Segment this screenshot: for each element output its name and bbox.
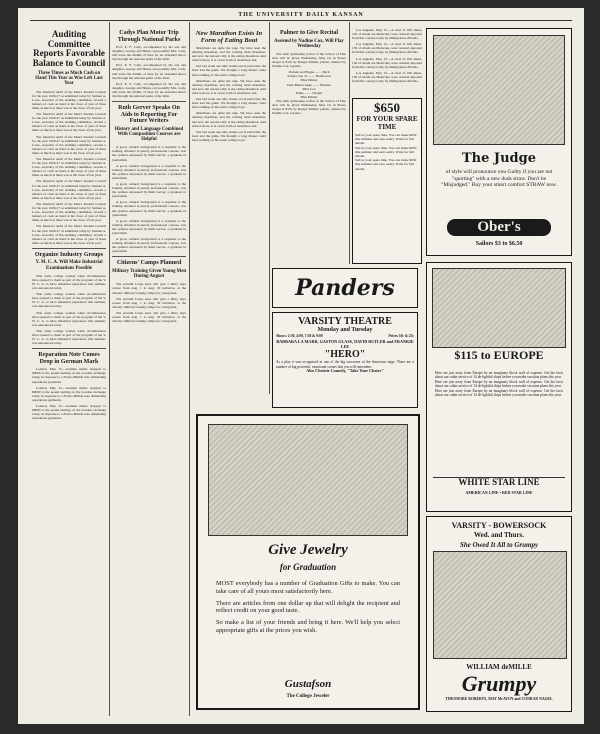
article-deport-body-2: Los Angeles, May 15.—A total of 166 aliens, 130 of whom are Mexicans, were ordered deported from this country today by immigration officials. <box>352 42 422 55</box>
headline-marathon: New Marathon Exists In Form of Eating Bout <box>195 30 263 44</box>
spare-body-3: Sell us your spare time. You can make $650 this summer and earn easily. Write for full details. <box>355 158 417 171</box>
article-audit-body-3: The financial audit of the Men's Student Council for the year 1926-27 as submitted today by Samuel A. Lowe, secretary of the auditing committee, reveals a balance of cash on hand at the close of year of three times as much as there was at the close of last year. <box>32 134 106 155</box>
article-deport-body: Los Angeles, May 15.—A total of 166 aliens, 130 of whom are Mexicans, were ordered deported from this country today by immigration officials. <box>352 28 422 41</box>
gustafson-logo: Gustafson <box>284 678 332 690</box>
article-camps-body: The seventh Corps Area will give a thirty days course from Aug. 1 to Aug. 30 inclusive, at the citizens' military training camps for young men. <box>112 282 186 295</box>
article-deport-body-3: Los Angeles, May 15.—A total of 166 aliens, 130 of whom are Mexicans, were ordered deported from this country today by immigration officials. <box>352 56 422 69</box>
masthead: THE UNIVERSITY DAILY KANSAN <box>238 12 364 18</box>
headline-cadys: Cadys Plan Motor Trip Through National Parks <box>117 30 181 43</box>
article-audit-body-7: The financial audit of the Men's Student Council for the year 1926-27 as submitted today by Samuel A. Lowe, secretary of the auditing committee, reveals a balance of cash on hand at the close of year of three times as much as there was at the close of last year. <box>32 224 106 245</box>
column-divider <box>109 22 110 716</box>
grumpy-tag: She Owed It All to Grumpy <box>459 541 539 549</box>
headline-camps: Citizens' Camps Planned <box>116 260 182 267</box>
article-industry-body-4: That some college women when circumstances have opened to them as part of the program of the Y. W. C. A. to have industrial experience this summer, was announced today. <box>32 328 106 346</box>
europe-illustration <box>432 268 566 348</box>
judge-illustration <box>433 35 565 145</box>
program-line: Prelude and Fugue ........ Bach <box>288 70 330 75</box>
jewelry-body-2: There are articles from one dollar up that will delight the recipient and reflect credit on your good taste. <box>216 599 400 615</box>
article-camps-body-3: The seventh Corps Area will give a thirty days course from Aug. 1 to Aug. 30 inclusive, at the citizens' military training camps for young men. <box>112 310 186 324</box>
program-line: Sonata, Op. 31 ........ Beethoven <box>287 74 331 79</box>
article-reparation-body-2: London, May 15.—German marks dropped to 69000 to the pound sterling on the London exchange today, in response to a Franco-British note demanding reparations payments. <box>32 385 106 402</box>
subhead-camps: Military Training Given Young Men During August <box>112 268 186 280</box>
spare-body-2: Sell us your spare time. You can make $650 this summer and earn easily. Write for full details. <box>355 145 417 159</box>
article-marathon-body-6: Just last week one rally stands out in particular, the feast and the game. We thought a long dinner could have nothing on the usual college boys. <box>192 129 266 142</box>
jewelry-title: Give Jewelry <box>268 542 348 558</box>
grumpy-illustration <box>433 551 567 659</box>
article-audit-body: The financial audit of the Men's Student Council for the year 1926-27 as submitted today by Samuel A. Lowe, secretary of the auditing committee, reveals a balance of cash on hand at the close of year of three times as much as there was at the close of last year. <box>32 89 106 110</box>
spare-title: FOR YOUR SPARE TIME <box>356 115 418 131</box>
article-audit-body-2: The financial audit of the Men's Student Council for the year 1926-27 as submitted today by Samuel A. Lowe, secretary of the auditing committee, reveals a balance of cash on hand at the close of year of three times as much as there was at the close of last year. <box>32 112 106 133</box>
article-deport-body-4: Los Angeles, May 15.—A total of 166 aliens, 130 of whom are Mexicans, were ordered deported from this country today by immigration officials. <box>352 70 422 84</box>
headline-audit: Auditing Committee Reports Favorable Balance to Council <box>32 29 106 68</box>
article-gerver-body-4: A good, cultural background is a requisite to the training obtained in purely professional courses, was the opinion expressed by Ruth Gerver, a graduate in journalism. <box>112 200 186 217</box>
article-industry-body-3: That some college women when circumstances have opened to them as part of the program of the Y. W. C. A. to have industrial experience this summer, was announced today. <box>32 310 106 327</box>
article-industry-body-2: That some college women when circumstances have opened to them as part of the program of the Y. W. C. A. to have industrial experience this summer, was announced today. <box>32 292 106 309</box>
judge-title: The Judge <box>462 151 536 166</box>
divider <box>112 101 186 102</box>
europe-body-wrap <box>435 371 563 397</box>
headline-palmer: Palmer to Give Recital <box>279 30 339 36</box>
article-cadys-body-2: Prof. E. F. Cady, accompanied by his son and daughter, George and Helen, and possibly Mrs. Cady, will leave the middle of June for an extended motor trip through the national parks of the West. <box>112 63 186 80</box>
subhead-audit: Three Times as Much Cash on Hand This Year as Was Left Last Year <box>35 71 103 87</box>
ad-grumpy <box>426 516 572 712</box>
jewelry-tag: The College Jeweler <box>286 694 330 699</box>
program-line: Miss Cox <box>302 86 316 91</box>
headline-industry: Organize Industry Groups <box>34 251 104 258</box>
europe-body-3: Here are just away from Europe by an imaginary block wall of expense. Get the facts about our cabin service of 14 de-lightful ships before you make vacation plans this year. <box>435 388 563 398</box>
column-1 <box>32 28 106 718</box>
jewelry-body-wrap <box>216 580 400 635</box>
article-gerver-body-6: A good, cultural background is a requisite to the training obtained in purely professional courses, was the opinion expressed by Ruth Gerver, a graduate in journalism. <box>112 237 186 254</box>
grumpy-film: Grumpy <box>461 671 537 696</box>
article-marathon-body: Marathons are quite the rage. We have seen the dancing marathon, and the rocking chair marathon, and now the newest rally is the eating marathon. And what is more, it is a new form of endurance test. <box>192 46 266 63</box>
article-reparation-body: London, May 15.—German marks dropped to 69000 to the pound sterling on the London exchange today, in response to a Franco-British note demanding reparations payments. <box>32 367 106 384</box>
column-3 <box>192 28 266 408</box>
judge-price: Sailors $3 to $6.50 <box>475 241 523 247</box>
jewelry-body-3: So make a list of your friends and bring it here. We'll help you select appropriate gifts at the prices you wish. <box>216 619 400 634</box>
subhead-industry: Y. M. C. A. Will Make Industrial Examinations Possible <box>35 260 103 271</box>
ad-europe <box>426 262 572 512</box>
ad-judge <box>426 28 572 256</box>
program-line: Etude ........ Chopin <box>295 90 323 95</box>
ad-panders <box>272 268 418 308</box>
spare-price: $650 <box>374 100 400 115</box>
article-industry-body: That some college women when circumstances have opened to them as part of the program of the Y. W. C. A. to have industrial experience this summer, was announced today. <box>32 273 106 291</box>
varsity-days: Monday and Tuesday <box>317 327 373 333</box>
varsity-extra: Also Christie Comedy, "Take Your Choice" <box>306 368 384 374</box>
divider <box>32 348 106 349</box>
jewelry-subtitle: for Graduation <box>279 562 337 572</box>
europe-sub: AMERICAN LINE • RED STAR LINE <box>465 490 533 495</box>
article-marathon-body-3: Marathons are quite the rage. We have seen the dancing marathon, and the rocking chair marathon, and now the newest rally is the eating marathon. And what is more, it is a new form of endurance test. <box>192 78 266 95</box>
article-palmer-body: The sixth graduating recital of the School of Fine Arts will be given Wednesday, May 16, in Fraser chapel at 8:20, by Rodger Palmer, pianist, assisted by Nadine Cox, soprano. <box>272 51 346 69</box>
article-audit-body-4: The financial audit of the Men's Student Council for the year 1926-27 as submitted today by Samuel A. Lowe, secretary of the auditing committee, reveals a balance of cash on hand at the close of year of three times as much as there was at the close of last year. <box>32 157 106 178</box>
grumpy-theatre: VARSITY - BOWERSOCK <box>451 521 547 530</box>
jewelry-body: MOST everybody has a number of Graduation Gifts to make. You can take care of all yours most satisfactorily here. <box>216 580 400 595</box>
varsity-title: VARSITY THEATRE <box>298 316 392 327</box>
ad-varsity-theatre <box>272 312 418 408</box>
europe-price: $115 to EUROPE <box>454 348 544 362</box>
varsity-body: As a play it was recognized as one of the big successes of the American stage. There are a number of big powerful, emotional scenes that you will remember. <box>276 360 414 369</box>
divider <box>32 248 106 249</box>
subhead-palmer: Assisted by Nadine Cox, Will Play Wednesday <box>274 38 344 49</box>
column-divider <box>349 22 350 264</box>
article-cadys-body: Prof. E. F. Cady, accompanied by his son and daughter, George and Helen, and possibly Mrs. Cady, will leave the middle of June for an extended motor trip through the national parks of the West. <box>112 45 186 62</box>
article-marathon-body-5: Marathons are quite the rage. We have seen the dancing marathon, and the rocking chair marathon, and now the newest rally is the eating marathon. And what is more, it is a new form of endurance test. <box>192 111 266 128</box>
ad-jewelry <box>196 414 420 710</box>
program-line: Miss Palmer <box>300 94 318 99</box>
article-camps-body-2: The seventh Corps Area will give a thirty days course from Aug. 1 to Aug. 30 inclusive, at the citizens' military training camps for young men. <box>112 296 186 309</box>
article-audit-body-6: The financial audit of the Men's Student Council for the year 1926-27 as submitted today by Samuel A. Lowe, secretary of the auditing committee, reveals a balance of cash on hand at the close of year of three times as much as there was at the close of last year. <box>32 201 106 223</box>
divider <box>112 256 186 257</box>
column-divider <box>269 22 270 394</box>
newspaper-page <box>18 8 584 724</box>
article-palmer-body-2: The sixth graduating recital of the School of Fine Arts will be given Wednesday, May 16, in Fraser chapel at 8:20, by Rodger Palmer, pianist, assisted by Nadine Cox, soprano. <box>272 98 346 116</box>
headline-reparation: Reparation Note Comes Drop in German Mark <box>38 352 100 365</box>
article-marathon-body-4: Just last week one rally stands out in particular, the feast and the game. We thought a long dinner could have nothing on the usual college boys. <box>192 97 266 110</box>
grumpy-days: Wed. and Thurs. <box>473 531 525 539</box>
headline-gerver: Ruth Gerver Speaks On Aids to Reporting For Future Writers <box>118 105 180 125</box>
article-gerver-body-2: A good, cultural background is a requisite to the training obtained in purely professional courses, was the opinion expressed by Ruth Gerver, a graduate in journalism. <box>112 163 186 180</box>
europe-body: Here are just away from Europe by an imaginary block wall of expense. Get the facts about our cabin service of 14 de-lightful ships before you make vacation plans this year. <box>435 371 563 380</box>
article-marathon-body-2: Just last week one rally stands out in particular, the feast and the game. We thought a long dinner could have nothing on the usual college boys. <box>192 64 266 77</box>
varsity-prices: Prices 10c & 25c <box>388 334 414 338</box>
jewelry-illustration <box>208 424 408 536</box>
obers-logo: Ober's <box>447 219 551 236</box>
varsity-shows: Shows: 2:30, 4:00, 7:30 & 9:00 <box>276 334 323 338</box>
article-gerver-body-5: A good, cultural background is a requisite to the training obtained in purely professional courses, was the opinion expressed by Ruth Gerver, a graduate in journalism. <box>112 218 186 236</box>
judge-text: of style will pronounce you Guilty if you are not "sporting" with a new duds straw. Don't be "Misjudged." Buy your smart comfort STRAW now. <box>441 169 557 188</box>
europe-body-2: Here are just away from Europe by an imaginary block wall of expense. Get the facts about our cabin service of 14 de-lightful ships before you make vacation plans this year. <box>435 379 563 389</box>
varsity-stars: BARBARA LA MARR, GASTON GLASS, DAVID BUTLER and FRANKIE LEE <box>276 339 414 349</box>
grumpy-credits: THEODORE ROBERTS, MAY McAVOY and CONRAD NAGEL <box>445 697 553 701</box>
article-reparation-body-3: London, May 15.—German marks dropped to 69000 to the pound sterling on the London exchange today, in response to a Franco-British note demanding reparations payments. <box>32 404 106 421</box>
program-line: Dein Blaues Auge ........ Brahms <box>287 82 331 87</box>
spare-body: Sell us your spare time. You can make $650 this summer and earn easily. Write for full details. <box>355 133 417 146</box>
subhead-gerver: History and Language Combined With Composition Courses are Helpful <box>114 126 184 143</box>
column-2 <box>112 28 186 718</box>
masthead-rule <box>30 20 572 21</box>
varsity-film: "HERO" <box>324 349 366 361</box>
program-line: Miss Palmer <box>300 78 318 83</box>
article-audit-body-5: The financial audit of the Men's Student Council for the year 1926-27 as submitted today by Samuel A. Lowe, secretary of the auditing committee, reveals a balance of cash on hand at the close of year of three times as much as there was at the close of last year. <box>32 179 106 200</box>
white-star-line: WHITE STAR LINE <box>433 477 565 484</box>
article-gerver-body: A good, cultural background is a requisite to the training obtained in purely professional courses, was the opinion expressed by Ruth Gerver, a graduate in journalism. <box>112 145 186 162</box>
ad-spare-time <box>352 98 422 264</box>
grumpy-star: WILLIAM deMILLE <box>466 663 532 671</box>
column-divider <box>189 22 190 716</box>
column-4 <box>272 28 346 264</box>
article-gerver-body-3: A good, cultural background is a requisite to the training obtained in purely professional courses, was the opinion expressed by Ruth Gerver, a graduate in journalism. <box>112 181 186 199</box>
panders-logo: Panders <box>295 275 395 301</box>
article-cadys-body-3: Prof. E. F. Cady, accompanied by his son and daughter, George and Helen, and possibly Mrs. Cady, will leave the middle of June for an extended motor trip through the national parks of the West. <box>112 81 186 99</box>
